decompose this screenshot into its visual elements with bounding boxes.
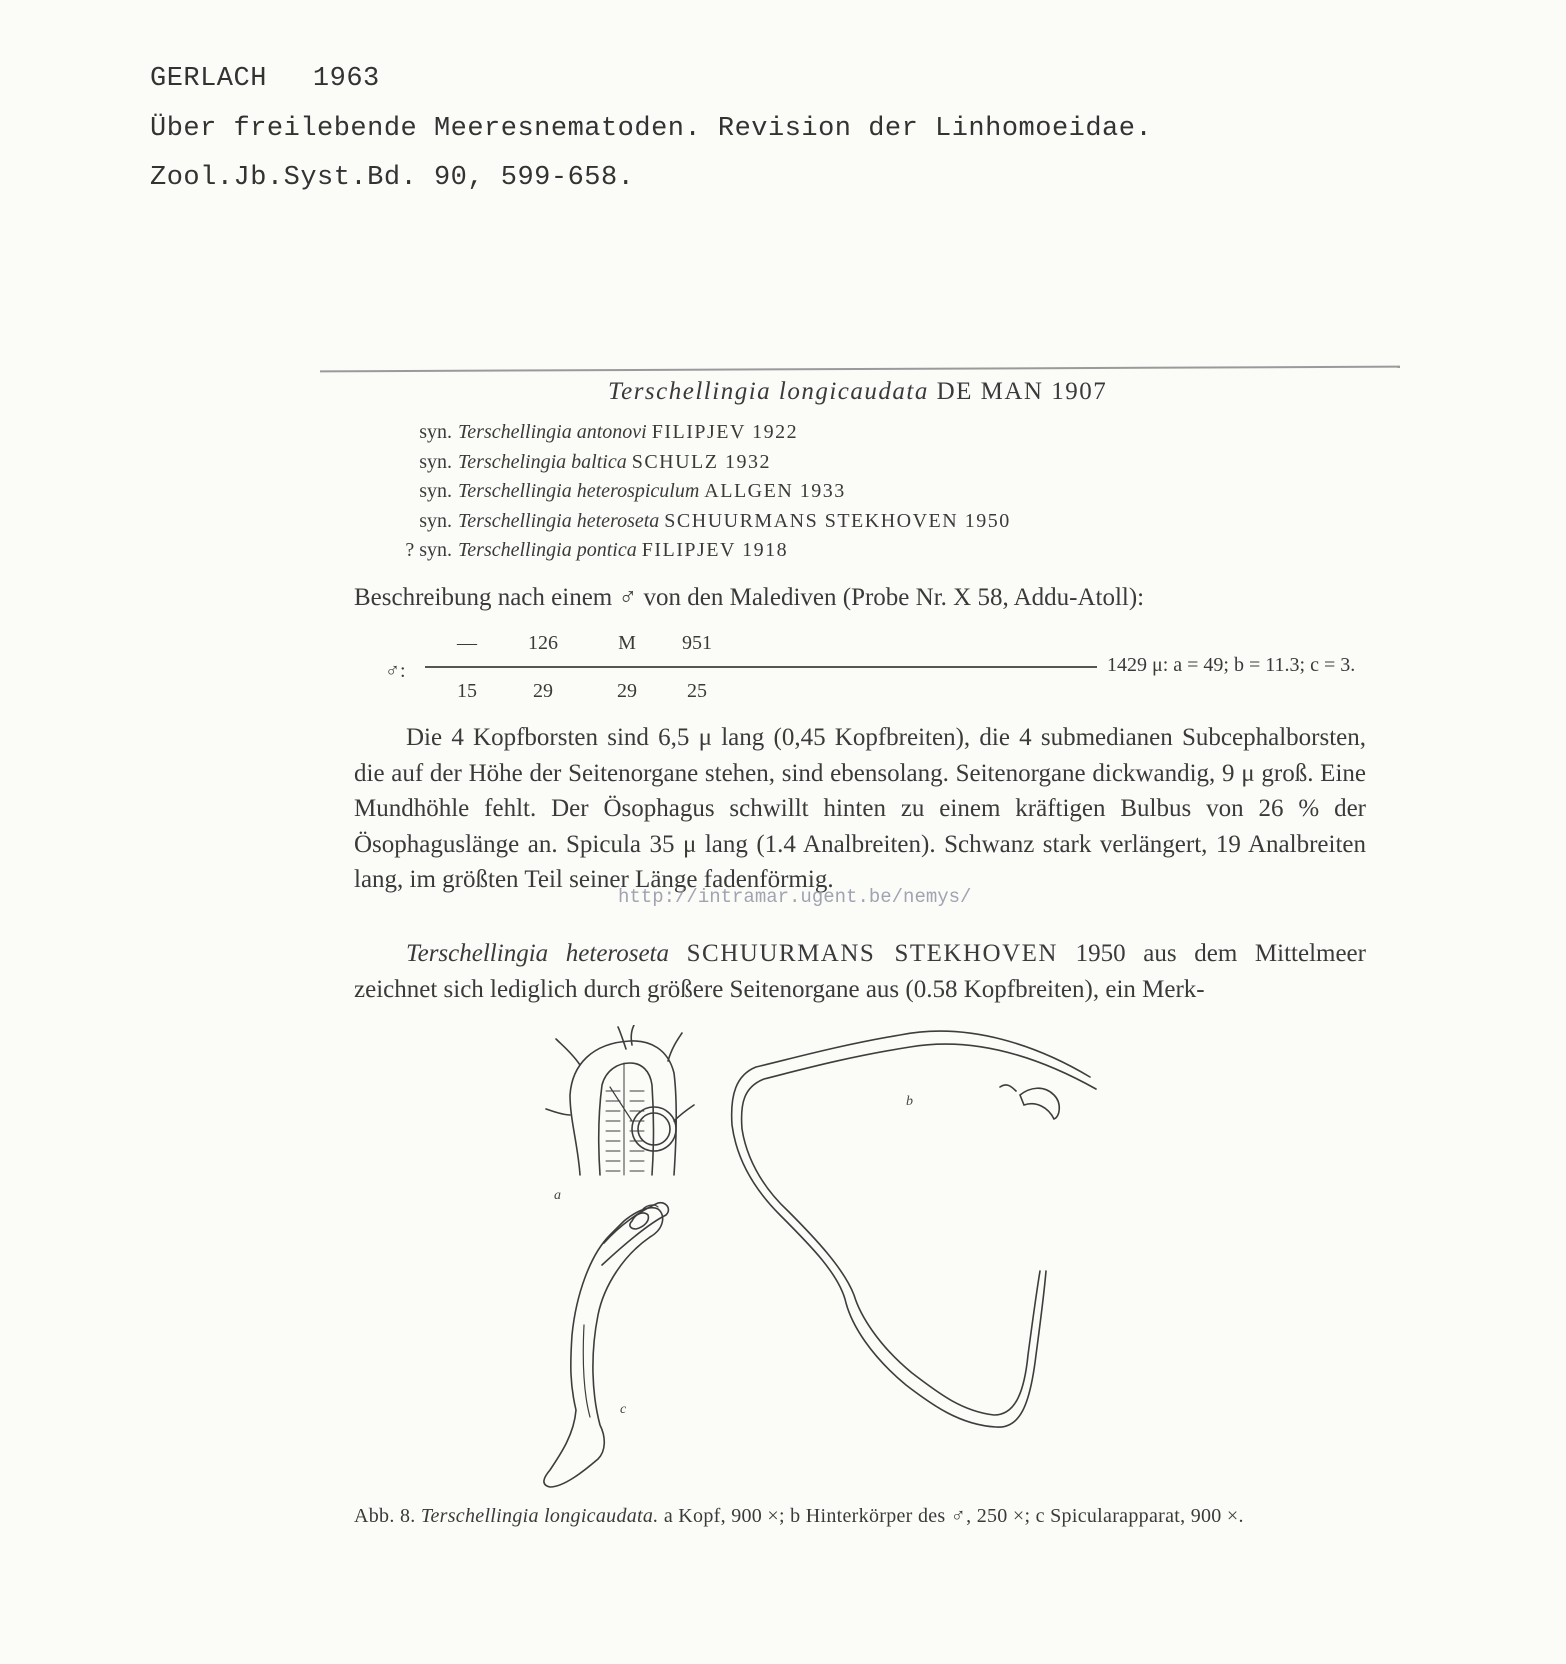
- species-heading: [608, 378, 1107, 406]
- species-name: Terschellingia longicaudata: [608, 378, 929, 405]
- figure-caption: [354, 1502, 1366, 1531]
- synonym-row: syn. Terschellingia heterospiculum ALLGEN 1933: [419, 480, 846, 502]
- synonym-row: syn. Terschellingia antonovi FILIPJEV 1922: [419, 421, 799, 443]
- figure-label-a: a: [554, 1188, 561, 1203]
- reference-title: Über freilebende Meeresnematoden. Revision der Linhomoeidae.: [150, 114, 1153, 144]
- caption-text: a Kopf, 900 ×; b Hinterkörper des ♂, 250 ×; c Spicularapparat, 900 ×.: [658, 1505, 1244, 1527]
- reference-author-year: [150, 64, 380, 94]
- figure-8-drawings: [540, 1025, 1160, 1495]
- figure-label-c: c: [620, 1402, 627, 1417]
- synonym-list: [370, 418, 1011, 566]
- de-man-formula: [385, 630, 1356, 710]
- formula-ratios: 1429 μ: a = 49; b = 11.3; c = 3.: [1107, 654, 1356, 676]
- formula-bottom-value: 29: [533, 680, 553, 702]
- synonym-row: syn. Terschelingia baltica SCHULZ 1932: [419, 450, 771, 473]
- formula-bottom-value: 29: [617, 680, 637, 702]
- synonym-row: syn. Terschellingia heteroseta SCHUURMANS STEKHOVEN 1950: [419, 509, 1011, 532]
- remarks-species: Terschellingia heteroseta: [406, 940, 669, 967]
- drawing-a-head: [546, 1025, 694, 1175]
- drawing-c-spicula: [544, 1203, 669, 1487]
- reference-author: GERLACH: [150, 64, 267, 94]
- caption-species: Terschellingia longicaudata.: [420, 1505, 659, 1527]
- remarks-text: 1950 aus dem Mittelmeer zeichnet sich lediglich durch größere Seitenorgane aus (0.58 Kopfbreiten), ein Merk-: [354, 940, 1366, 1003]
- formula-symbol: ♂:: [385, 660, 406, 682]
- description-paragraph: Die 4 Kopfborsten sind 6,5 μ lang (0,45 Kopfbreiten), die 4 submedianen Subcephalborsten, die auf der Höhe der Seitenorgane stehen, sind ebensolang. Seitenorgane dickwandig, 9 μ groß. Eine Mundhöhle fehlt. Der Ösophagus schwillt hinten zu einem kräftigen Bulbus von 26 % der Ösophaguslänge an. Spicula 35 μ lang (1.4 Analbreiten). Schwanz stark verlängert, 19 Analbreiten lang, im größten Teil seiner Länge fadenförmig.: [354, 724, 1366, 893]
- formula-bottom-value: 25: [687, 680, 707, 702]
- formula-top-value: —: [457, 632, 477, 654]
- formula-top-value: 951: [682, 632, 712, 654]
- figure-label-b: b: [906, 1094, 913, 1109]
- formula-top-value: 126: [528, 632, 558, 654]
- remarks-paragraph: [354, 936, 1366, 1007]
- caption-prefix: Abb. 8.: [354, 1505, 416, 1527]
- page-top-rule: [320, 366, 1400, 373]
- formula-bottom-value: 15: [457, 680, 477, 702]
- synonym-row: ? syn. Terschellingia pontica FILIPJEV 1918: [405, 539, 789, 561]
- formula-top-value: M: [618, 632, 636, 654]
- drawing-b-hinterkoerper: [732, 1031, 1096, 1427]
- reference-journal: Zool.Jb.Syst.Bd. 90, 599-658.: [150, 163, 635, 193]
- description-heading: Beschreibung nach einem ♂ von den Malediven (Probe Nr. X 58, Addu-Atoll):: [354, 584, 1145, 611]
- remarks-authority: SCHUURMANS STEKHOVEN: [686, 940, 1058, 967]
- reference-year: 1963: [312, 64, 380, 94]
- formula-fraction-bar: [425, 666, 1097, 668]
- species-authority: DE MAN 1907: [936, 378, 1108, 405]
- watermark-url: http://intramar.ugent.be/nemys/: [618, 886, 972, 908]
